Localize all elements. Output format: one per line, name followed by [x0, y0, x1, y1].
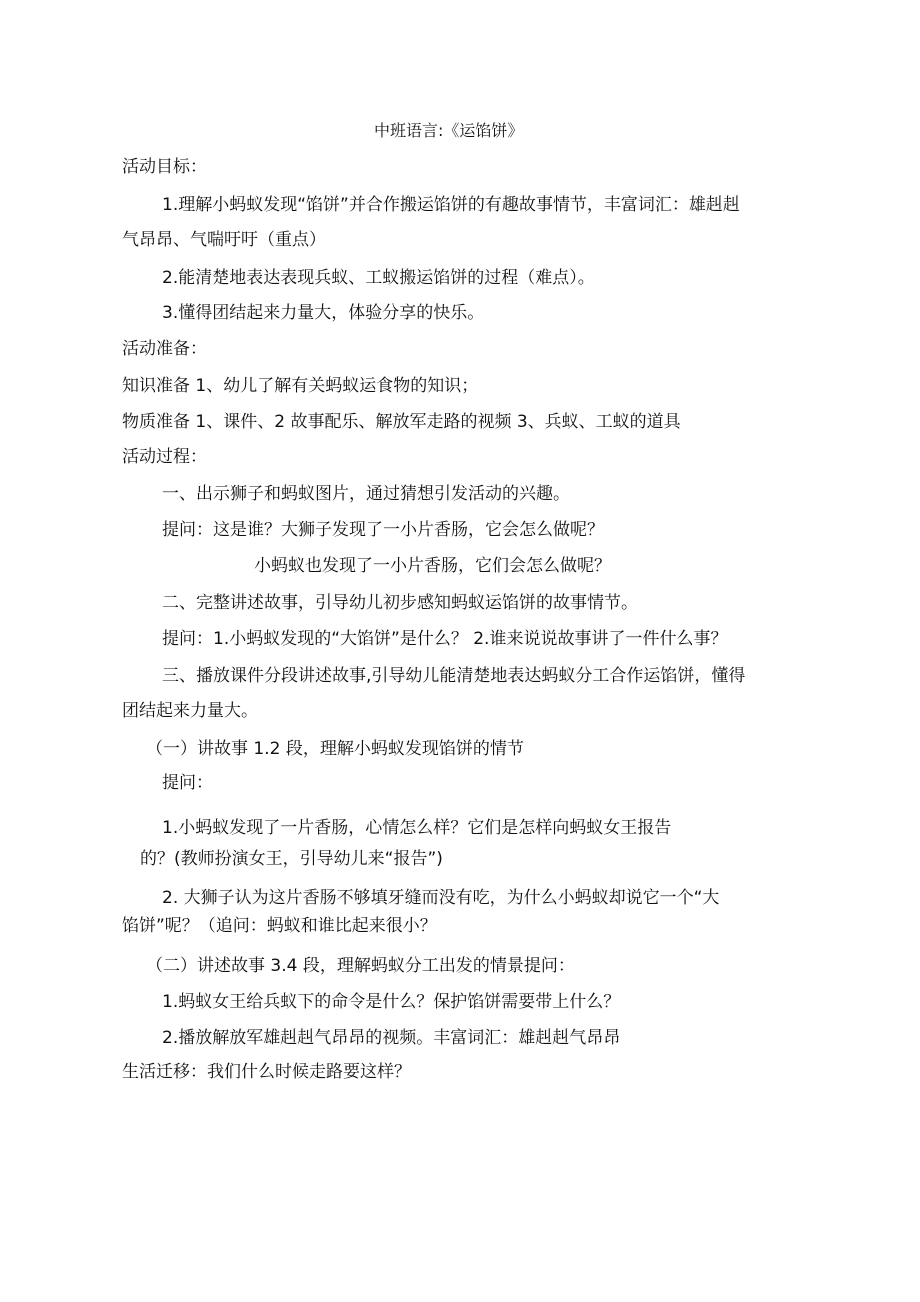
part-1-question-1-line-2: 的？(教师扮演女王，引导幼儿来“报告”): [140, 849, 443, 869]
prep-material: 物质准备 1、课件、2 故事配乐、解放军走路的视频 3、兵蚁、工蚁的道具: [122, 412, 681, 432]
goal-1-line-1: 1.理解小蚂蚁发现“馅饼”并合作搬运馅饼的有趣故事情节，丰富词汇：雄赳赳: [162, 195, 740, 215]
part-2-question-2: 2.播放解放军雄赳赳气昂昂的视频。丰富词汇：雄赳赳气昂昂: [162, 1028, 621, 1048]
part-1-question-2-line-2: 馅饼”呢？（追问：蚂蚁和谁比起来很小？: [122, 916, 437, 936]
part-1-ask: 提问：: [162, 773, 213, 793]
document-title: 中班语言:《运馅饼》: [374, 121, 524, 140]
goal-3: 3.懂得团结起来力量大，体验分享的快乐。: [162, 303, 485, 323]
section-heading-goals: 活动目标：: [122, 157, 207, 177]
step-1: 一、出示狮子和蚂蚁图片，通过猜想引发活动的兴趣。: [162, 484, 570, 504]
step-1-question-1: 提问：这是谁？大狮子发现了一小片香肠，它会怎么做呢？: [162, 520, 604, 540]
prep-knowledge: 知识准备 1、幼儿了解有关蚂蚁运食物的知识；: [122, 376, 479, 396]
life-transfer: 生活迁移：我们什么时候走路要这样？: [122, 1062, 411, 1082]
goal-1-line-2: 气昂昂、气喘吁吁（重点）: [122, 230, 326, 250]
step-3-line-2: 团结起来力量大。: [122, 701, 258, 721]
step-1-question-2: 小蚂蚁也发现了一小片香肠，它们会怎么做呢？: [254, 556, 611, 576]
part-1-question-1-line-1: 1.小蚂蚁发现了一片香肠，心情怎么样？它们是怎样向蚂蚁女王报告: [162, 818, 672, 838]
part-2-question-1: 1.蚂蚁女王给兵蚁下的命令是什么？保护馅饼需要带上什么？: [162, 992, 621, 1012]
section-heading-prep: 活动准备：: [122, 339, 207, 359]
step-3-line-1: 三、播放课件分段讲述故事,引导幼儿能清楚地表达蚂蚁分工合作运馅饼，懂得: [162, 666, 746, 686]
step-2-question: 提问：1.小蚂蚁发现的“大馅饼”是什么？ 2.谁来说说故事讲了一件什么事？: [162, 629, 728, 649]
part-2-heading: （二）讲述故事 3.4 段，理解蚂蚁分工出发的情景提问：: [146, 956, 575, 976]
part-1-question-2-line-1: 2. 大狮子认为这片香肠不够填牙缝而没有吃，为什么小蚂蚁却说它一个“大: [162, 888, 720, 908]
part-1-heading: （一）讲故事 1.2 段，理解小蚂蚁发现馅饼的情节: [146, 739, 524, 759]
section-heading-process: 活动过程：: [122, 447, 207, 467]
step-2: 二、完整讲述故事，引导幼儿初步感知蚂蚁运馅饼的故事情节。: [162, 593, 638, 613]
goal-2: 2.能清楚地表达表现兵蚁、工蚁搬运馅饼的过程（难点）。: [162, 268, 595, 288]
